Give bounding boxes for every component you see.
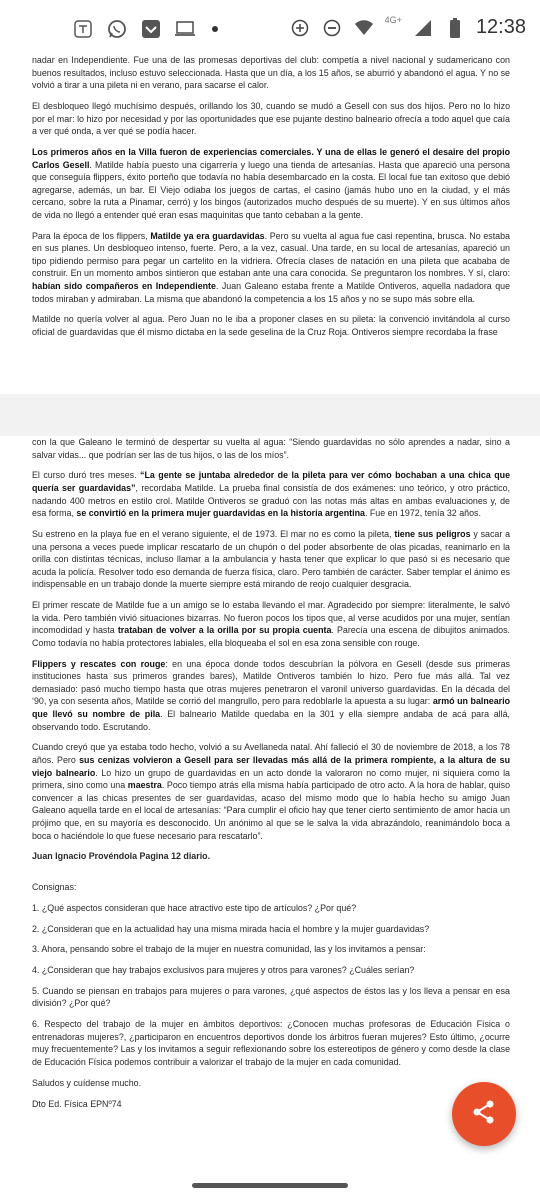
paragraph: El primer rescate de Matilde fue a un amigo se lo estaba llevando el mar. Agradecido por siempre: literalmente, le salvó la vida. Pero también vivió situaciones bizarras. No fueron pocos los tipos que, al verse acudidos por una mujer, sentían incomodidad y hasta trataban de volver a la orilla por su propia cuenta. Parecía una escena de dibujitos animados. Como todavía no había protectores labiales, ella bloqueaba el sol en esa zona sensible con rouge.: [32, 600, 511, 648]
question-5: 5. Cuando se piensan en trabajos para mujeres o para varones, ¿qué aspectos de éstos las y los lleva a pensar en esa división? ¿Por qué?: [32, 985, 510, 1009]
article-text-page-1: [0, 54, 540, 339]
page-separator: [0, 394, 540, 436]
question-1: 1. ¿Qué aspectos consideran que hace atractivo este tipo de artículos? ¿Por qué?: [32, 902, 357, 913]
notification-dot-icon: [212, 26, 218, 32]
wifi-icon: [353, 17, 375, 39]
add-circle-icon: [289, 17, 311, 39]
document-page-1: [0, 54, 540, 394]
paragraph: Cuando creyó que ya estaba todo hecho, volvió a su Avellaneda natal. Ahí falleció el 30 de noviembre de 2018, a los 78 años. Pero sus cenizas volvieron a Gesell para ser llevadas más allá de la primera rompiente, a la altura de su viejo balneario. Lo hizo un grupo de guardavidas en un acto donde la valoraron no como mujer, ni siquiera como la primera, sino como una maestra. Poco tiempo atrás ella misma había participado de otro acto. A la hora de hablar, quiso convencer a las chicas presentes de ser guardavidas, acaso del mismo modo que lo había hecho su amigo Juan Galeano aquella tarde en el local de artesanías: “Para cumplir el oficio hay que tener cierto sentimiento de amor hacia un prójimo que, en su mayoría es desconocido. Un anónimo al que se le salva la vida abrazándolo, reanimándolo boca a boca o haciéndole lo que fuese necesario para rescatarlo”.: [32, 742, 511, 841]
paragraph: Para la época de los flippers, Matilde ya era guardavidas. Pero su vuelta al agua fue casi repentina, brusca. No estaba en sus planes. Un desbloqueo intenso, fuerte. Pero, a la vez, casual. Una tarde, en su local de artesanías, apareció un tipo pidiendo permiso para pegar un cartelito en la vidriera. Ofrecía clases de natación en una pileta que acababa de construir. En un momento ambos sintieron que estaban ante una cara conocida. Se preguntaron los nombres. Y sí, claro: habían sido compañeros en Independiente. Juan Galeano estaba frente a Matilde Ontiveros, aquella nadadora que todos miraban y admiraban. La misma que abandonó la competencia a los 15 años y no se supo más sobre ella.: [32, 230, 510, 304]
question-6: 6. Respecto del trabajo de la mujer en ámbitos deportivos: ¿Conocen muchas profesoras de Educación Física o entrenadoras mujeres?, ¿participaron en encuentros deportivos donde los árbitros fueran mujeres? Esto último, ¿ocurre muy frecuentemente? Las y los invitamos a seguir reflexionando sobre los estereotipos de género y como desde la clase de Educación Física podemos contribuir a valorizar el trabajo de la mujer en cada comunidad.: [32, 1019, 510, 1067]
status-bar-left: [72, 18, 218, 40]
signal-icon: [412, 17, 434, 39]
consignas-title: Consignas:: [32, 881, 77, 892]
paragraph: nadar en Independiente. Fue una de las promesas deportivas del club: competía a nivel nacional y sudamericano con buenos resultados, incluso estuvo seleccionada. Hasta que un día, a los 15 años, se aburrió y abandonó el agua. Y no se volvió a tirar a una pileta ni en verano, para sacarse el calor.: [32, 55, 510, 91]
paragraph: Matilde no quería volver al agua. Pero Juan no le iba a proponer clases en su pileta: la convenció invitándola al curso oficial de guardavidas que él mismo dictaba en la sede geselina de la Cruz Roja. Ontiveros siempre recordaba la frase: [32, 314, 510, 338]
greeting: Saludos y cuídense mucho.: [32, 1077, 142, 1088]
question-3: 3. Ahora, pensando sobre el trabajo de la mujer en nuestra comunidad, las y los invitamos a pensar:: [32, 944, 426, 955]
share-icon: [471, 1099, 497, 1130]
question-4: 4. ¿Consideran que hay trabajos exclusivos para mujeres y otros para varones? ¿Cuáles serían?: [32, 965, 415, 976]
whatsapp-icon: [106, 18, 128, 40]
paragraph: con la que Galeano le terminó de despertar su vuelta al agua: “Siendo guardavidas no sólo aprendes a nadar, sino a salvar vidas... que podrían ser las de tus hijos, o las de los míos”.: [32, 437, 510, 460]
status-bar-right: [289, 16, 526, 39]
share-button[interactable]: [452, 1082, 516, 1146]
paragraph: Los primeros años en la Villa fueron de experiencias comerciales. Y una de ellas le generó el desaire del propio Carlos Gesell. Matilde había puesto una cigarrería y luego una tienda de artesanías. Hasta que apareció una persona que conseguía flippers, éxito porteño que todavía no había desembarcado en la costa. El local fue tan exitoso que debió agregarse, además, un bar. El Viejo odiaba los juegos de cartas, el casino (jamás hubo uno en la ciudad, y el más cercano, sobre la ruta a Pinamar, cerró) y los bingos (autorizados mucho después de su muerte). Y en sus últimos años de vida no llegó a entender qué eran esas maquinitas que tanto cebaban a la gente.: [32, 146, 510, 220]
ttl-icon: [72, 18, 94, 40]
paragraph: Flippers y rescates con rouge: en una época donde todos descubrían la pólvora en Gesell (desde sus primeras instituciones hasta sus primeros grandes bares), Matilde Ontiveros también lo hizo. Pero fue más allá. Tal vez demasiado: pasó mucho tiempo hasta que otras mujeres penetraron el varonil universo guardavidas. En la década del ‘90, ya con sesenta años, Matilde se corrió del mangrullo, pero para redoblarle la apuesta a su lugar: armó un balneario que llevó su nombre de pila. El balneario Matilde quedaba en la 301 y ella siempre andaba de acá para allá, observando todo. Escrutando.: [32, 658, 511, 732]
status-bar: [0, 0, 540, 58]
department: Dto Ed. Física EPNº74: [32, 1098, 122, 1109]
battery-icon: [444, 17, 466, 39]
laptop-icon: [174, 18, 196, 40]
app-icon: [140, 18, 162, 40]
article-text-page-2: [0, 436, 540, 1110]
paragraph: El curso duró tres meses. “La gente se juntaba alrededor de la pileta para ver cómo bochaban a una chica que quería ser guardavidas”, recordaba Matilde. La prueba final consistía de dos exámenes: uno teórico, y otro práctico, nadando 400 metros en estilo crol. Matilde Ontiveros se graduó con las notas más altas en ambas evaluaciones y, de esa forma, se convirtió en la primera mujer guardavidas en la historia argentina. Fue en 1972, tenía 32 años.: [32, 470, 510, 519]
document-page-2: [0, 436, 540, 1136]
article-signature: Juan Ignacio Provéndola Pagina 12 diario.: [32, 851, 211, 862]
gesture-nav-bar[interactable]: [192, 1183, 348, 1188]
paragraph: El desbloqueo llegó muchísimo después, orillando los 30, cuando se mudó a Gesell con sus dos hijos. Pero no lo hizo por el mar: lo hizo por necesidad y por las oportunidades que ese pujante destino balneario ofrecía a todo aquel que caía a ver qué onda, a ver qué se podía hacer.: [32, 100, 510, 137]
question-2: 2. ¿Consideran que en la actualidad hay una misma mirada hacia el hombre y la mujer guardavidas?: [32, 923, 430, 934]
paragraph: Su estreno en la playa fue en el verano siguiente, el de 1973. El mar no es como la pileta, tiene sus peligros y sacar a una persona a veces puede implicar rescatarlo de un chupón o del poder absorbente de olas picadas, reanimarlo en la orilla con distintas técnicas, incluso llamar a la ambulancia y hasta tener que explicar lo que pasó si es necesario que acuda la policía. Resolver todo eso demanda de fuerza física, claro. Pero también de carácter. Saber templar el ánimo es indispensable en un trabajo donde la muerte siempre está mirando de reojo cualquier desgracia.: [32, 528, 511, 590]
dnd-icon: [321, 17, 343, 39]
network-type: 4G+: [384, 14, 402, 25]
clock: 12:38: [475, 16, 526, 38]
